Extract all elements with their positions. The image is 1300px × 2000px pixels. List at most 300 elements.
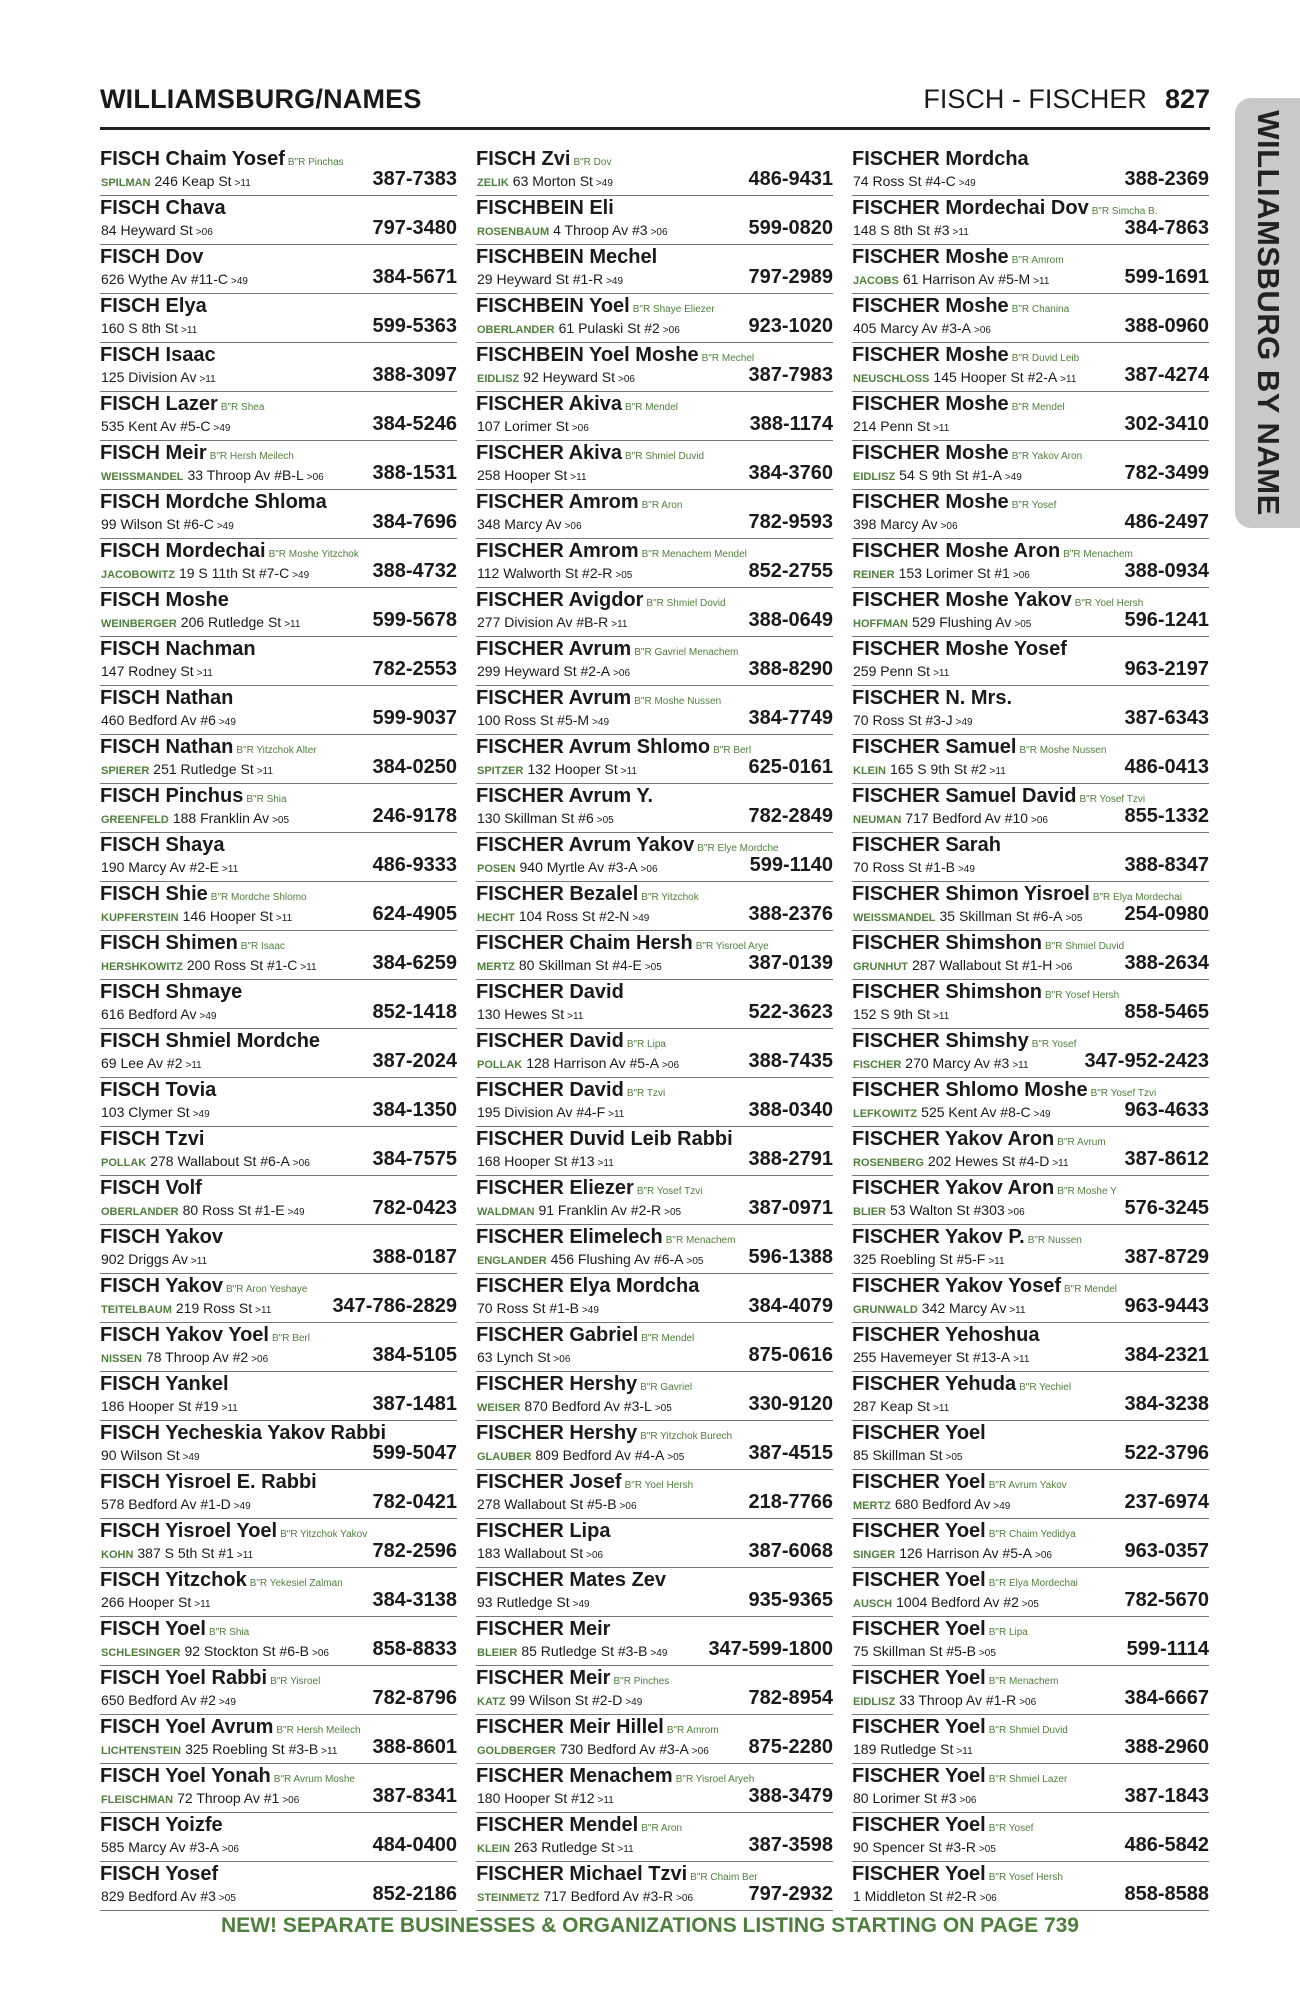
entry-name: FISCHER Gabriel — [476, 1324, 639, 1346]
entry-father-name: B"R Yitzchok Burech — [640, 1431, 733, 1442]
entry-address: 398 Marcy Av — [853, 516, 938, 532]
listing-entry — [852, 343, 1209, 392]
entry-address: 91 Franklin Av #2-R — [538, 1202, 662, 1218]
listing-entry — [476, 588, 833, 637]
listing-entry — [100, 441, 457, 490]
entry-phone: 387-8729 — [1124, 1246, 1209, 1268]
entry-zip-code: >05 — [615, 570, 633, 581]
entry-phone: 782-2596 — [372, 1540, 457, 1562]
entry-address-line — [101, 465, 324, 488]
entry-father-name: B"R Yosef Hersh — [988, 1872, 1063, 1883]
entry-name-line — [476, 245, 657, 271]
entry-name: FISCHBEIN Eli — [476, 197, 614, 219]
entry-name: FISCHER Avrum — [476, 687, 632, 709]
entry-father-name: B"R Yitzchok — [641, 892, 699, 903]
entry-address-line — [101, 710, 236, 733]
listing-entry — [100, 1568, 457, 1617]
listing-entry — [852, 294, 1209, 343]
entry-phone: 923-1020 — [748, 315, 833, 337]
entry-phone: 522-3623 — [748, 1001, 833, 1023]
entry-phone: 852-1418 — [372, 1001, 457, 1023]
listing-entry — [476, 1029, 833, 1078]
entry-address-line — [101, 857, 238, 880]
listing-entry — [476, 1862, 833, 1911]
entry-phone: 782-8796 — [372, 1687, 457, 1709]
entry-address: 92 Heyward St — [523, 369, 615, 385]
entry-name: FISCHER Yoel — [852, 1667, 986, 1689]
entry-address: 128 Harrison Av #5-A — [526, 1055, 660, 1071]
listing-entry — [476, 735, 833, 784]
entry-phone: 486-2497 — [1124, 511, 1209, 533]
entry-name-line — [100, 1225, 223, 1251]
entry-address: 69 Lee Av #2 — [101, 1055, 183, 1071]
listing-entry — [852, 1715, 1209, 1764]
entry-family-name: EIDLISZ — [477, 373, 520, 385]
entry-father-name: B"R Mendel — [641, 1333, 695, 1344]
entry-name: FISCHER Mendel — [476, 1814, 639, 1836]
entry-address: 287 Keap St — [853, 1398, 931, 1414]
entry-address-line — [101, 1396, 238, 1419]
entry-address-line — [853, 1641, 996, 1664]
entry-address: 63 Lynch St — [477, 1349, 551, 1365]
entry-name: FISCH Yisroel E. Rabbi — [100, 1471, 317, 1493]
entry-family-name: TEITELBAUM — [101, 1304, 172, 1316]
entry-address: 626 Wythe Av #11-C — [101, 271, 228, 287]
entry-name: FISCH Chaim Yosef — [100, 148, 285, 170]
entry-address: 270 Marcy Av #3 — [905, 1055, 1010, 1071]
listing-entry — [100, 735, 457, 784]
entry-name: FISCH Yecheskia Yakov Rabbi — [100, 1422, 387, 1444]
entry-phone: 858-5465 — [1124, 1001, 1209, 1023]
entry-address-line — [477, 857, 658, 880]
entry-address-line — [101, 318, 197, 341]
entry-zip-code: >11 — [194, 1599, 211, 1610]
entry-zip-code: >49 — [958, 178, 976, 189]
listing-entry — [852, 539, 1209, 588]
entry-phone: 254-0980 — [1124, 903, 1209, 925]
entry-zip-code: >11 — [952, 227, 969, 238]
entry-address: 616 Bedford Av — [101, 1006, 197, 1022]
entry-phone: 963-4633 — [1124, 1099, 1209, 1121]
entry-phone: 599-9037 — [372, 707, 457, 729]
entry-address-line — [101, 906, 292, 929]
entry-name: FISCH Yoel Yonah — [100, 1765, 271, 1787]
entry-name: FISCHER Shimshon — [852, 981, 1043, 1003]
entry-address: 152 S 9th St — [853, 1006, 931, 1022]
entry-address: 93 Rutledge St — [477, 1594, 570, 1610]
entry-father-name: B"R Avrum — [1057, 1137, 1106, 1148]
entry-zip-code: >06 — [1012, 570, 1030, 581]
listing-entry — [476, 686, 833, 735]
entry-family-name: POLLAK — [101, 1157, 147, 1169]
entry-father-name: B"R Shmiel Duvid — [624, 451, 705, 462]
entry-name: FISCHER Avrum Shlomo — [476, 736, 711, 758]
entry-zip-code: >05 — [1065, 913, 1083, 924]
entry-zip-code: >11 — [620, 766, 637, 777]
entry-zip-code: >49 — [993, 1501, 1011, 1512]
entry-address: 405 Marcy Av #3-A — [853, 320, 972, 336]
entry-zip-code: >06 — [619, 1501, 637, 1512]
entry-zip-code: >06 — [613, 668, 631, 679]
entry-zip-code: >11 — [597, 1795, 614, 1806]
entry-address-line — [853, 857, 975, 880]
listing-entry — [852, 931, 1209, 980]
entry-zip-code: >05 — [218, 1893, 236, 1904]
entry-father-name: B"R Gavriel — [640, 1382, 693, 1393]
entry-father-name: B"R Berl — [713, 745, 752, 756]
listing-entry — [476, 980, 833, 1029]
entry-father-name: B"R Yoel Hersh — [1074, 598, 1144, 609]
listing-entry — [852, 784, 1209, 833]
footer-notice: NEW! SEPARATE BUSINESSES & ORGANIZATIONS LISTING STARTING ON PAGE 739 — [221, 1914, 1079, 1937]
entry-address: 35 Skillman St #6-A — [939, 908, 1063, 924]
entry-name: FISCHER Hershy — [476, 1373, 638, 1395]
entry-name: FISCHER Yoel — [852, 1618, 986, 1640]
entry-phone: 387-6068 — [748, 1540, 833, 1562]
entry-address-line — [853, 612, 1031, 635]
entry-name: FISCHER Moshe — [852, 246, 1009, 268]
entry-address-line — [101, 1788, 299, 1811]
entry-phone: 387-1843 — [1124, 1785, 1209, 1807]
entry-zip-code: >05 — [667, 1452, 685, 1463]
entry-phone: 388-7435 — [748, 1050, 833, 1072]
entry-father-name: B"R Moshe Nussen — [634, 696, 722, 707]
entry-father-name: B"R Yitzchok Yakov — [280, 1529, 368, 1540]
entry-father-name: B"R Yosef — [1011, 500, 1057, 511]
entry-zip-code: >11 — [234, 178, 251, 189]
listing-entry — [100, 637, 457, 686]
entry-father-name: B"R Nussen — [1027, 1235, 1082, 1246]
entry-zip-code: >11 — [933, 1011, 950, 1022]
listing-entry — [852, 1029, 1209, 1078]
entry-zip-code: >11 — [933, 1403, 950, 1414]
entry-zip-code: >05 — [978, 1844, 996, 1855]
entry-zip-code: >49 — [218, 717, 236, 728]
entry-father-name: B"R Shmiel Lazer — [988, 1774, 1068, 1785]
entry-phone: 852-2186 — [372, 1883, 457, 1905]
entry-address: 255 Havemeyer St #13-A — [853, 1349, 1011, 1365]
entry-name: FISCHER Akiva — [476, 442, 622, 464]
entry-address-line — [477, 318, 680, 341]
entry-address: 348 Marcy Av — [477, 516, 562, 532]
listing-entry — [852, 1078, 1209, 1127]
section-title: WILLIAMSBURG/NAMES — [100, 84, 422, 114]
entry-address-line — [477, 367, 635, 390]
entry-phone: 782-0423 — [372, 1197, 457, 1219]
entry-phone: 384-7696 — [372, 511, 457, 533]
entry-address: 70 Ross St #1-B — [853, 859, 955, 875]
entry-address-line — [853, 1445, 962, 1468]
entry-family-name: KUPFERSTEIN — [101, 912, 179, 924]
entry-address-line — [101, 1151, 310, 1174]
entry-family-name: MERTZ — [853, 1500, 891, 1512]
entry-father-name: B"R Moshe Nussen — [1019, 745, 1107, 756]
listing-entry — [100, 1764, 457, 1813]
entry-father-name: B"R Moshe Yitzchok — [268, 549, 359, 560]
entry-address-line — [853, 220, 969, 243]
listing-entry — [852, 1274, 1209, 1323]
entry-zip-code: >11 — [617, 1844, 634, 1855]
entry-zip-code: >11 — [255, 1305, 272, 1316]
listing-entry — [476, 1764, 833, 1813]
listing-entry — [852, 735, 1209, 784]
listing-entry — [476, 1568, 833, 1617]
entry-name: FISCHER Sarah — [852, 834, 1001, 856]
entry-family-name: HECHT — [477, 912, 515, 924]
entry-father-name: B"R Elya Mordechai — [988, 1578, 1078, 1589]
entry-father-name: B"R Mendel — [1063, 1284, 1118, 1295]
listing-entry — [100, 1372, 457, 1421]
entry-zip-code: >11 — [275, 913, 293, 924]
entry-name: FISCHER Yoel — [852, 1863, 986, 1885]
listing-entry — [852, 147, 1209, 196]
entry-name: FISCHER Amrom — [476, 540, 639, 562]
entry-father-name: B"R Yakov Aron — [1011, 451, 1083, 462]
entry-name-line — [100, 1078, 216, 1104]
listing-entry — [100, 1715, 457, 1764]
entry-address-line — [477, 514, 582, 537]
entry-name: FISCHER Moshe — [852, 393, 1009, 415]
entry-address-line — [477, 563, 632, 586]
listing-entry — [476, 882, 833, 931]
entry-phone: 852-2755 — [748, 560, 833, 582]
entry-phone: 388-2634 — [1124, 952, 1209, 974]
entry-father-name: B"R Tzvi — [626, 1088, 666, 1099]
entry-zip-code: >11 — [1013, 1354, 1030, 1365]
entry-zip-code: >11 — [321, 1746, 338, 1757]
entry-address: 188 Franklin Av — [172, 810, 270, 826]
entry-zip-code: >49 — [233, 1501, 251, 1512]
entry-father-name: B"R Mendel — [624, 402, 678, 413]
entry-family-name: STEINMETZ — [477, 1892, 540, 1904]
listing-entry — [852, 1764, 1209, 1813]
name-range — [923, 84, 1210, 115]
entry-address: 53 Walton St #303 — [890, 1202, 1005, 1218]
entry-name: FISCHER David — [476, 1030, 624, 1052]
entry-phone: 384-5105 — [372, 1344, 457, 1366]
entry-address: 219 Ross St — [175, 1300, 253, 1316]
entry-name: FISCH Chava — [100, 197, 226, 219]
entry-name: FISCH Mordechai — [100, 540, 266, 562]
entry-phone: 384-7863 — [1124, 217, 1209, 239]
entry-phone: 858-8833 — [372, 1638, 457, 1660]
entry-name: FISCH Tovia — [100, 1079, 217, 1101]
header-rule — [100, 127, 1210, 130]
entry-address-line — [477, 955, 662, 978]
entry-address-line — [477, 1151, 614, 1174]
entry-phone: 858-8588 — [1124, 1883, 1209, 1905]
entry-name: FISCHER Yakov P. — [852, 1226, 1025, 1248]
entry-name: FISCHER Amrom — [476, 491, 639, 513]
entry-address: 456 Flushing Av #6-A — [550, 1251, 684, 1267]
entry-address: 186 Hooper St #19 — [101, 1398, 219, 1414]
listing-entry — [476, 1666, 833, 1715]
entry-phone: 384-6667 — [1124, 1687, 1209, 1709]
listing-entry — [852, 1617, 1209, 1666]
entry-address: 325 Roebling St #3-B — [185, 1741, 319, 1757]
entry-name: FISCHER Duvid Leib Rabbi — [476, 1128, 733, 1150]
entry-phone: 599-1140 — [749, 854, 833, 876]
entry-name-line — [100, 1127, 204, 1153]
entry-name: FISCH Yoel Rabbi — [100, 1667, 268, 1689]
entry-zip-code: >06 — [306, 472, 324, 483]
entry-family-name: POSEN — [477, 863, 516, 875]
entry-phone: 384-3138 — [372, 1589, 457, 1611]
entry-father-name: B"R Mechel — [701, 353, 755, 364]
entry-phone: 387-7983 — [748, 364, 833, 386]
entry-zip-code: >49 — [192, 1109, 210, 1120]
entry-name: FISCHER Avrum Y. — [476, 785, 654, 807]
entry-father-name: B"R Menachem Mendel — [641, 549, 747, 560]
entry-address: 29 Heyward St #1-R — [477, 271, 604, 287]
entry-zip-code: >49 — [606, 276, 624, 287]
entry-zip-code: >49 — [199, 1011, 217, 1022]
listing-entry — [100, 1176, 457, 1225]
entry-family-name: JACOBOWITZ — [101, 569, 175, 581]
entry-father-name: B"R Berl — [271, 1333, 310, 1344]
entry-address: 680 Bedford Av — [894, 1496, 991, 1512]
listing-entry — [476, 1715, 833, 1764]
listing-entry — [100, 147, 457, 196]
entry-address: 578 Bedford Av #1-D — [101, 1496, 231, 1512]
entry-name: FISCHER Samuel David — [852, 785, 1077, 807]
listing-entry — [852, 1225, 1209, 1274]
entry-phone: 387-8612 — [1124, 1148, 1209, 1170]
entry-address-line — [853, 1592, 1039, 1615]
entry-phone: 388-0960 — [1124, 315, 1209, 337]
entry-zip-code: >05 — [664, 1207, 682, 1218]
listing-entry — [476, 245, 833, 294]
entry-name: FISCH Nathan — [100, 736, 234, 758]
entry-father-name: B"R Chanina — [1011, 304, 1070, 315]
entry-name: FISCH Yosef — [100, 1863, 219, 1885]
entry-zip-code: >49 — [287, 1207, 305, 1218]
entry-zip-code: >05 — [686, 1256, 704, 1267]
entry-address: 299 Heyward St #2-A — [477, 663, 611, 679]
listing-entry — [852, 1862, 1209, 1911]
listing-entry — [852, 490, 1209, 539]
entry-address-line — [101, 1592, 211, 1615]
entry-phone: 387-4515 — [748, 1442, 833, 1464]
entry-phone: 384-5671 — [372, 266, 457, 288]
entry-name: FISCHER Shlomo Moshe — [852, 1079, 1088, 1101]
entry-phone: 388-8290 — [748, 658, 833, 680]
entry-name: FISCH Mordche Shloma — [100, 491, 327, 513]
entry-address-line — [101, 1690, 236, 1713]
entry-name: FISCHER Meir — [476, 1618, 611, 1640]
entry-family-name: MERTZ — [477, 961, 515, 973]
listing-entry — [100, 980, 457, 1029]
entry-name: FISCHER Yoel — [852, 1716, 986, 1738]
entry-name: FISCHER Josef — [476, 1471, 622, 1493]
entry-name: FISCHER Moshe Yosef — [852, 638, 1067, 660]
entry-family-name: WALDMAN — [477, 1206, 535, 1218]
entry-address-line — [477, 1641, 667, 1664]
entry-father-name: B"R Hersh Meilech — [209, 451, 294, 462]
entry-zip-code: >06 — [1019, 1697, 1037, 1708]
listing-entry — [100, 294, 457, 343]
listing-entry — [100, 588, 457, 637]
entry-name: FISCHER Yoel — [852, 1814, 986, 1836]
entry-family-name: WEISSMANDEL — [101, 471, 184, 483]
side-tab — [1235, 98, 1300, 528]
entry-address-line — [853, 1347, 1029, 1370]
entry-zip-code: >06 — [691, 1746, 709, 1757]
listing-entry — [852, 833, 1209, 882]
entry-address-line — [853, 1298, 1026, 1321]
entry-name: FISCH Moshe — [100, 589, 229, 611]
entry-zip-code: >49 — [592, 717, 610, 728]
entry-address: 90 Spencer St #3-R — [853, 1839, 976, 1855]
entry-father-name: B"R Yosef Tzvi — [1090, 1088, 1157, 1099]
entry-zip-code: >06 — [979, 1893, 997, 1904]
entry-name: FISCH Nathan — [100, 687, 234, 709]
entry-name-line — [100, 1470, 317, 1496]
entry-name: FISCHER N. Mrs. — [852, 687, 1013, 709]
entry-zip-code: >49 — [213, 423, 231, 434]
entry-phone: 388-8347 — [1124, 854, 1209, 876]
entry-zip-code: >11 — [608, 1109, 625, 1120]
entry-address: 183 Wallabout St — [477, 1545, 584, 1561]
entry-zip-code: >06 — [564, 521, 582, 532]
entry-phone: 963-2197 — [1124, 658, 1209, 680]
entry-phone: 388-2960 — [1124, 1736, 1209, 1758]
entry-address-line — [101, 171, 251, 194]
entry-phone: 388-4732 — [372, 560, 457, 582]
entry-address-line — [477, 612, 627, 635]
entry-family-name: KATZ — [477, 1696, 506, 1708]
entry-father-name: B"R Chaim Ber — [690, 1872, 758, 1883]
entry-family-name: GLAUBER — [477, 1451, 532, 1463]
listing-entry — [476, 294, 833, 343]
entry-name-line — [476, 1519, 610, 1545]
listing-entry — [100, 1029, 457, 1078]
entry-zip-code: >11 — [1009, 1305, 1026, 1316]
page-header — [100, 82, 1210, 126]
entry-father-name: B"R Pinches — [613, 1676, 670, 1687]
entry-zip-code: >11 — [597, 1158, 614, 1169]
entry-zip-code: >11 — [236, 1550, 254, 1561]
listing-entry — [100, 1813, 457, 1862]
entry-name: FISCHBEIN Yoel — [476, 295, 630, 317]
entry-name: FISCHER Eliezer — [476, 1177, 634, 1199]
entry-address: 84 Heyward St — [101, 222, 193, 238]
entry-address-line — [101, 1298, 271, 1321]
entry-name-line — [100, 1421, 386, 1447]
entry-zip-code: >06 — [1055, 962, 1073, 973]
entry-name: FISCHER Moshe — [852, 295, 1009, 317]
entry-name: FISCHER Mates Zev — [476, 1569, 667, 1591]
entry-zip-code: >06 — [1031, 815, 1048, 826]
entry-address: 90 Wilson St — [101, 1447, 180, 1463]
entry-address: 258 Hooper St — [477, 467, 568, 483]
listing-entry — [476, 1813, 833, 1862]
entry-address-line — [101, 955, 317, 978]
entry-father-name: B"R Shaye Eliezer — [632, 304, 715, 315]
entry-phone: 963-0357 — [1124, 1540, 1209, 1562]
entry-zip-code: >11 — [1052, 1158, 1069, 1169]
entry-father-name: B"R Shea — [220, 402, 265, 413]
entry-address: 72 Throop Av #1 — [177, 1790, 280, 1806]
entry-name: FISCHER Yoel — [852, 1471, 986, 1493]
entry-zip-code: >06 — [959, 1795, 977, 1806]
listing-entry — [852, 1470, 1209, 1519]
listing-entry — [100, 931, 457, 980]
entry-phone: 388-0649 — [748, 609, 833, 631]
entry-name: FISCH Shie — [100, 883, 208, 905]
entry-name: FISCHER Mordechai Dov — [852, 197, 1089, 219]
listing-entry — [476, 1470, 833, 1519]
